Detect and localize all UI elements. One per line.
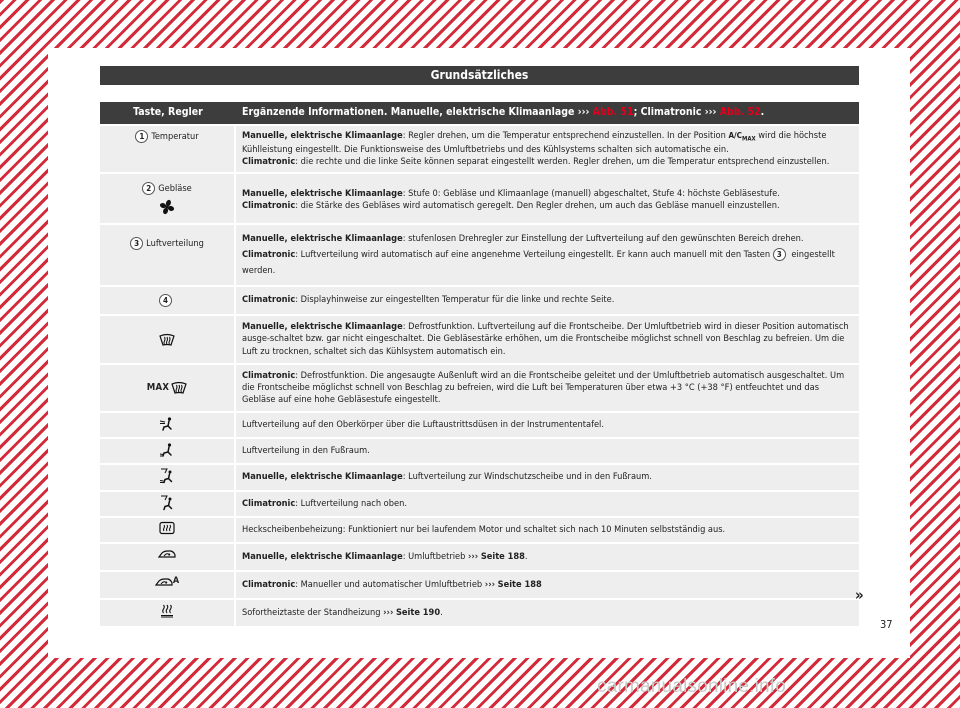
table-row bbox=[100, 413, 859, 439]
max-defrost-icon bbox=[171, 381, 187, 395]
callout-number: 1 bbox=[135, 130, 148, 143]
windshield-defrost-icon bbox=[159, 333, 175, 347]
controls-table bbox=[100, 102, 859, 628]
control-label: Luftverteilung bbox=[146, 237, 204, 249]
info-cell: Climatronic: Luftverteilung nach oben. bbox=[236, 492, 859, 518]
col-header-control: Taste, Regler bbox=[100, 102, 236, 126]
control-cell bbox=[100, 544, 236, 572]
page-link-190[interactable]: Seite 190 bbox=[395, 607, 441, 619]
info-cell: Manuelle, elektrische Klimaanlage: Umluftbetrieb ››› Seite 188. bbox=[236, 544, 859, 572]
control-cell bbox=[100, 365, 236, 413]
recirculation-icon bbox=[158, 548, 176, 560]
section-title: Grundsätzliches bbox=[100, 66, 859, 85]
air-footwell-icon bbox=[159, 442, 175, 458]
control-label: Gebläse bbox=[158, 182, 192, 194]
info-cell: Heckscheibenbeheizung: Funktioniert nur bei laufendem Motor und schaltet sich nach 10 Minuten selbstständig aus. bbox=[236, 518, 859, 544]
control-cell bbox=[100, 174, 236, 225]
control-cell bbox=[100, 572, 236, 600]
control-cell bbox=[100, 225, 236, 287]
control-cell bbox=[100, 518, 236, 544]
control-cell bbox=[100, 439, 236, 465]
table-row bbox=[100, 365, 859, 413]
table-row bbox=[100, 287, 859, 316]
air-up-icon bbox=[159, 495, 175, 511]
table-row bbox=[100, 518, 859, 544]
table-row bbox=[100, 316, 859, 364]
figure-ref-51[interactable]: Abb. 51 bbox=[592, 106, 634, 119]
control-cell bbox=[100, 492, 236, 518]
info-cell: Climatronic: Defrostfunktion. Die angesaugte Außenluft wird an die Frontscheibe geleitet und der Umluftbetrieb automatisch ausgeschaltet. Um die Frontscheibe möglichst schnell von Beschlag zu befreien, wird die Luft bei Temperaturen über etwa +3 °C (+38 °F) entfeuchtet und das Gebläse auf eine hohe Gebläsestufe eingestellt. bbox=[236, 365, 859, 413]
continue-marker: » bbox=[855, 586, 864, 604]
table-row bbox=[100, 174, 859, 225]
table-row bbox=[100, 126, 859, 174]
page-link-188[interactable]: Seite 188 bbox=[497, 579, 542, 591]
fan-icon bbox=[159, 199, 175, 215]
info-cell: Manuelle, elektrische Klimaanlage: stufenlosen Drehregler zur Einstellung der Luftverteilung auf den gewünschten Bereich drehen. Climatronic: Luftverteilung wird automatisch auf eine angenehme Verteilung eingestellt. Er kann auch manuell mit den Tasten 3 eingestellt werden. bbox=[236, 225, 859, 287]
table-header-row bbox=[100, 102, 859, 126]
auto-recirculation-icon bbox=[155, 576, 173, 588]
page-number: 37 bbox=[880, 618, 893, 631]
control-label: Temperatur bbox=[151, 131, 199, 142]
callout-number: 2 bbox=[142, 182, 155, 195]
info-cell: Manuelle, elektrische Klimaanlage: Defrostfunktion. Luftverteilung auf die Frontscheibe. Der Umluftbetrieb wird in dieser Position automatisch ausge-schaltet bzw. gar nicht eingeschaltet. Die Gebläsestärke erhöhen, um die Frontscheibe möglichst schnell von Beschlag zu befreien. Um die Luft zu trocknen, schaltet sich das Kühlsystem automatisch ein. bbox=[236, 316, 859, 364]
info-cell: Sofortheiztaste der Standheizung ››› Seite 190. bbox=[236, 600, 859, 628]
info-cell: Luftverteilung in den Fußraum. bbox=[236, 439, 859, 465]
inline-callout-number: 3 bbox=[773, 248, 786, 261]
air-upper-body-icon bbox=[159, 416, 175, 432]
info-cell: Manuelle, elektrische Klimaanlage: Regler drehen, um die Temperatur entsprechend einzustellen. In der Position $A/C_{MAX}$ wird die höchste Kühlleistung eingestellt. Die Funktionsweise des Umluftbetriebs und des Kühlsystems schalten sich automatische ein. Climatronic: die rechte und die linke Seite können separat eingestellt werden. Regler drehen, um die Temperatur entsprechend einzustellen. bbox=[236, 126, 859, 174]
table-row bbox=[100, 492, 859, 518]
control-cell bbox=[100, 465, 236, 491]
ac-max-symbol: $A/C_{MAX}$ bbox=[728, 131, 756, 143]
control-cell bbox=[100, 126, 236, 174]
auxiliary-heater-icon bbox=[160, 604, 174, 618]
info-cell: Climatronic: Manueller und automatischer Umluftbetrieb ››› Seite 188 bbox=[236, 572, 859, 600]
air-windshield-footwell-icon bbox=[159, 468, 175, 484]
table-row bbox=[100, 439, 859, 465]
table-row bbox=[100, 600, 859, 628]
table-row bbox=[100, 544, 859, 572]
callout-number: 3 bbox=[130, 237, 143, 250]
rear-window-heater-icon bbox=[159, 521, 175, 535]
control-cell bbox=[100, 316, 236, 364]
callout-number: 4 bbox=[159, 294, 172, 307]
table-row bbox=[100, 225, 859, 287]
col-header-info: Ergänzende Informationen. Manuelle, elektrische Klimaanlage ››› Abb. 51; Climatronic ››› Abb. 52. bbox=[236, 102, 859, 126]
info-cell: Luftverteilung auf den Oberkörper über die Luftaustrittsdüsen in der Instrumententafel. bbox=[236, 413, 859, 439]
figure-ref-52[interactable]: Abb. 52 bbox=[719, 106, 761, 119]
info-cell: Manuelle, elektrische Klimaanlage: Luftverteilung zur Windschutzscheibe und in den Fußraum. bbox=[236, 465, 859, 491]
info-cell: Manuelle, elektrische Klimaanlage: Stufe 0: Gebläse und Klimaanlage (manuell) abgeschaltet, Stufe 4: höchste Gebläsestufe. Climatronic: die Stärke des Gebläses wird automatisch geregelt. Den Regler drehen, um auch das Gebläse manuell einzustellen. bbox=[236, 174, 859, 225]
info-cell: Climatronic: Displayhinweise zur eingestellten Temperatur für die linke und rechte Seite. bbox=[236, 287, 859, 316]
control-cell bbox=[100, 413, 236, 439]
table-row bbox=[100, 465, 859, 491]
max-defrost-icon-label: MAX bbox=[146, 381, 170, 393]
control-cell bbox=[100, 600, 236, 628]
control-cell bbox=[100, 287, 236, 316]
watermark: carmanualsonline.info bbox=[597, 676, 787, 697]
auto-recirculation-icon-label: A bbox=[172, 576, 180, 587]
page-link-188[interactable]: Seite 188 bbox=[480, 550, 525, 562]
table-row bbox=[100, 572, 859, 600]
